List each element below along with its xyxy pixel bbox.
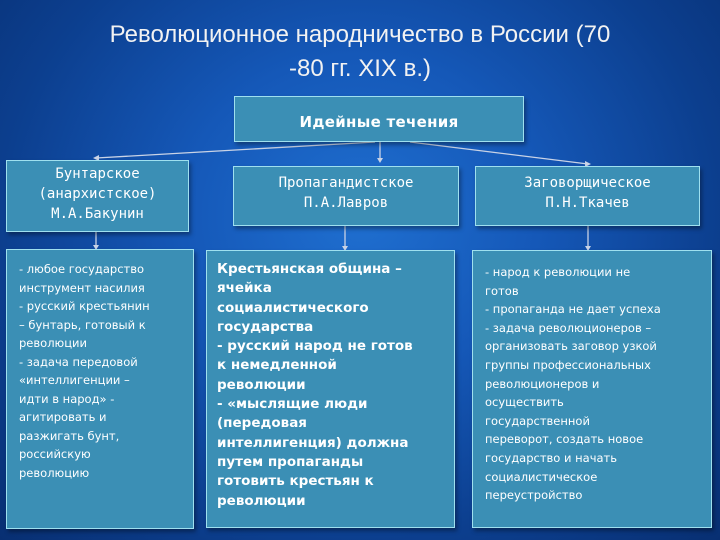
root-label: Идейные течения — [299, 113, 459, 131]
branch-3-body-line: организовать заговор узкой — [485, 339, 657, 354]
title-line-1: Революционное народничество в России (70 — [109, 21, 611, 48]
branch-1-body-line: инструмент насилия — [19, 280, 145, 295]
branch-2-body-line: готовить крестьян к — [217, 473, 374, 490]
branch-2-body-line: путем пропаганды — [217, 453, 364, 470]
branch-3-body-line: переустройство — [485, 488, 583, 503]
branch-1-body-line: революцию — [19, 465, 90, 480]
branch-2-body-line: - «мыслящие люди — [217, 396, 368, 413]
branch-1-body-line: агитировать и — [19, 410, 107, 424]
branch-2-body-line: государства — [217, 318, 314, 335]
branch-1-heading-line: Бунтарское — [55, 166, 140, 182]
branch-1-body-line: «интеллигенции – — [19, 373, 130, 387]
branch-1-body-line: идти в народ» - — [19, 391, 115, 406]
branch-2-heading-line: П.А.Лавров — [303, 195, 389, 211]
root-box — [234, 96, 524, 142]
branch-1-body-line: - задача передовой — [19, 354, 138, 369]
branch-heading-box-2 — [233, 166, 459, 226]
branch-1-body-line: революции — [19, 336, 87, 350]
branch-2-body-line: - русский народ не готов — [217, 338, 413, 355]
branch-1-heading-line: (анархистское) — [38, 186, 157, 202]
branch-3-body-line: - пропаганда не дает успеха — [485, 302, 661, 317]
branch-3-body-line: осуществить — [485, 395, 564, 410]
branch-2-body-line: (передовая — [217, 415, 307, 432]
branch-1-body-line: российскую — [19, 447, 91, 461]
connector-to-branch-3 — [410, 142, 588, 164]
branch-2-body-line: Крестьянская община – — [217, 261, 402, 277]
branch-3-body-line: готов — [485, 283, 519, 298]
branch-1-body-line: - любое государство — [19, 262, 145, 276]
arrowhead-root — [377, 158, 383, 163]
branch-3-body-line: - народ к революции не — [485, 265, 631, 279]
branch-body-box-3 — [472, 250, 712, 528]
branch-3-body-line: революционеров и — [485, 376, 600, 391]
title-line-2: -80 гг. XIX в.) — [288, 55, 432, 82]
branch-3-heading-line: П.Н.Ткачев — [545, 195, 630, 211]
branch-1-body-line: - русский крестьянин — [19, 299, 150, 313]
branch-1-body-line: – бунтарь, готовый к — [19, 317, 146, 332]
branch-3-heading-line: Заговорщическое — [524, 175, 651, 191]
branch-heading-box-3 — [475, 166, 700, 226]
branch-3-body-line: государственной — [485, 413, 590, 428]
connector-to-branch-1 — [96, 142, 375, 158]
branch-2-body-line: революции — [217, 492, 306, 509]
branch-1-body-line: разжигать бунт, — [19, 428, 120, 443]
branch-body-box-1 — [6, 249, 194, 529]
branch-2-body-line: ячейка — [217, 280, 272, 297]
branch-2-body-line: к немедленной — [217, 357, 337, 374]
branch-1-heading-line: М.А.Бакунин — [51, 206, 144, 222]
branch-2-body-line: интеллигенция) должна — [217, 434, 409, 451]
branch-2-heading-line: Пропагандистское — [278, 175, 414, 191]
branch-body-box-2 — [206, 250, 455, 528]
branch-3-body-line: переворот, создать новое — [485, 432, 644, 447]
branch-heading-box-1 — [6, 160, 189, 232]
branch-2-body-line: революции — [217, 376, 306, 393]
branch-3-body-line: социалистическое — [485, 469, 598, 484]
branch-3-body-line: - задача революционеров – — [485, 320, 652, 335]
branch-2-body-line: социалистического — [217, 299, 369, 316]
branch-3-body-line: группы профессиональных — [485, 357, 651, 372]
branch-3-body-line: государство и начать — [485, 450, 618, 465]
